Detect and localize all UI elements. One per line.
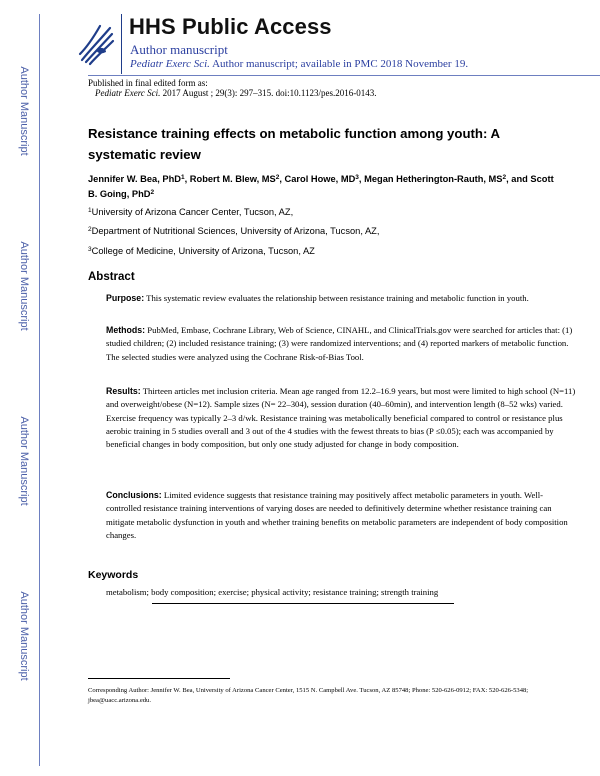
abstract-results (106, 385, 576, 451)
affiliation (88, 245, 315, 257)
author-affiliation-sup: 2 (275, 174, 280, 181)
author-name: Megan Hetherington-Rauth, MS (364, 174, 503, 184)
side-label-author-manuscript: Author Manuscript (18, 591, 30, 681)
author-list (88, 172, 563, 202)
purpose-label: Purpose: (106, 293, 145, 303)
author-separator: , (279, 174, 285, 184)
citation (95, 88, 377, 98)
abstract-methods (106, 324, 576, 364)
author-affiliation-sup: 1 (181, 174, 185, 181)
side-label-author-manuscript: Author Manuscript (18, 241, 30, 331)
side-rule (39, 14, 40, 766)
author-separator: , (358, 174, 365, 184)
affiliation (88, 225, 379, 237)
corresponding-author-footnote: Corresponding Author: Jennifer W. Bea, University of Arizona Cancer Center, 1515 N. Campbell Ave. Tucson, AZ 85748; Phone: 520-626-0912; FAX: 520-626-5348; jbea@uacc.arizona.edu. (88, 687, 529, 704)
logo-divider (121, 14, 122, 74)
abstract-conclusions (106, 489, 576, 542)
results-label: Results: (106, 386, 141, 396)
author-separator: , and (506, 174, 531, 184)
author-affiliation-sup: 2 (150, 189, 155, 196)
author-name: Carol Howe, MD (284, 174, 356, 184)
author-manuscript-label: Author manuscript (130, 42, 228, 57)
footnote-rule (88, 678, 230, 679)
abstract-purpose (106, 292, 576, 305)
citation-details: 2017 August ; 29(3): 297–315. doi:10.1123/pes.2016-0143. (162, 88, 377, 98)
affiliation-text: University of Arizona Cancer Center, Tucson, AZ, (91, 207, 294, 217)
abstract-heading: Abstract (88, 271, 135, 283)
conclusions-label: Conclusions: (106, 490, 162, 500)
affiliation-sup: 2 (88, 226, 92, 233)
journal-availability (130, 58, 468, 70)
keywords-rule (152, 603, 454, 604)
methods-label: Methods: (106, 325, 146, 335)
article-title: Resistance training effects on metabolic function among youth: A systematic review (88, 126, 500, 162)
results-text: Thirteen articles met inclusion criteria. Mean age ranged from 12.2–16.9 years, but most were limited to high school (N=11) and overweight/obese (N=12). Sample sizes (N= 22–304), session duration (40–60min), and intervention length (8–52 wks) varied. Exercise frequency was typically 2–3 d/wk. Resistance training was metabolically beneficial compared to control or resistance plus aerobic training in 5 studies overall and 3 out of the 4 studies with the fewest threats to bias (P ≤0.05); each was accompanied by beneficial changes in body composition, but only one study adjusted for change in body composition. (106, 386, 576, 450)
keywords-heading: Keywords (88, 569, 139, 581)
affiliation-text: College of Medicine, University of Arizona, Tucson, AZ (91, 246, 315, 256)
citation-journal: Pediatr Exerc Sci. (95, 88, 161, 98)
purpose-text: This systematic review evaluates the relationship between resistance training and metabolic function in youth. (146, 293, 529, 303)
author-affiliation-sup: 3 (355, 174, 359, 181)
author-name: Scott B. Going, PhD (88, 174, 554, 199)
conclusions-text: Limited evidence suggests that resistance training may positively affect metabolic parameters in youth. Well-controlled resistance training interventions of varying doses are needed to definitively determine whether resistance training can mitigate metabolic dysfunction in youth and whether training benefits on metabolic parameters are independent of body composition changes. (106, 490, 568, 540)
affiliation (88, 206, 293, 218)
author-name: Robert M. Blew, MS (189, 174, 276, 184)
author-affiliation-sup: 2 (502, 174, 507, 181)
side-label-author-manuscript: Author Manuscript (18, 416, 30, 506)
author-separator: , (184, 174, 190, 184)
header-rule (88, 75, 600, 76)
affiliation-text: Department of Nutritional Sciences, University of Arizona, Tucson, AZ, (91, 226, 380, 236)
side-label-author-manuscript: Author Manuscript (18, 66, 30, 156)
affiliation-sup: 3 (88, 246, 92, 253)
brand-title: HHS Public Access (129, 14, 332, 39)
availability-text: Author manuscript; available in PMC 2018 November 19. (212, 58, 469, 70)
journal-abbrev: Pediatr Exerc Sci. (130, 58, 210, 70)
affiliation-sup: 1 (88, 207, 92, 214)
author-name: Jennifer W. Bea, PhD (88, 174, 181, 184)
published-label: Published in final edited form as: (88, 78, 208, 88)
hhs-eagle-logo-icon (76, 20, 116, 66)
methods-text: PubMed, Embase, Cochrane Library, Web of Science, CINAHL, and ClinicalTrials.gov were searched for articles that: (1) studied children; (2) included resistance training; (3) were randomized interventions; and (4) reported markers of metabolic function. The selected studies were analyzed using the Cochrane Risk-of-Bias Tool. (106, 325, 573, 362)
keywords-text: metabolism; body composition; exercise; physical activity; resistance training; strength training (106, 587, 439, 597)
